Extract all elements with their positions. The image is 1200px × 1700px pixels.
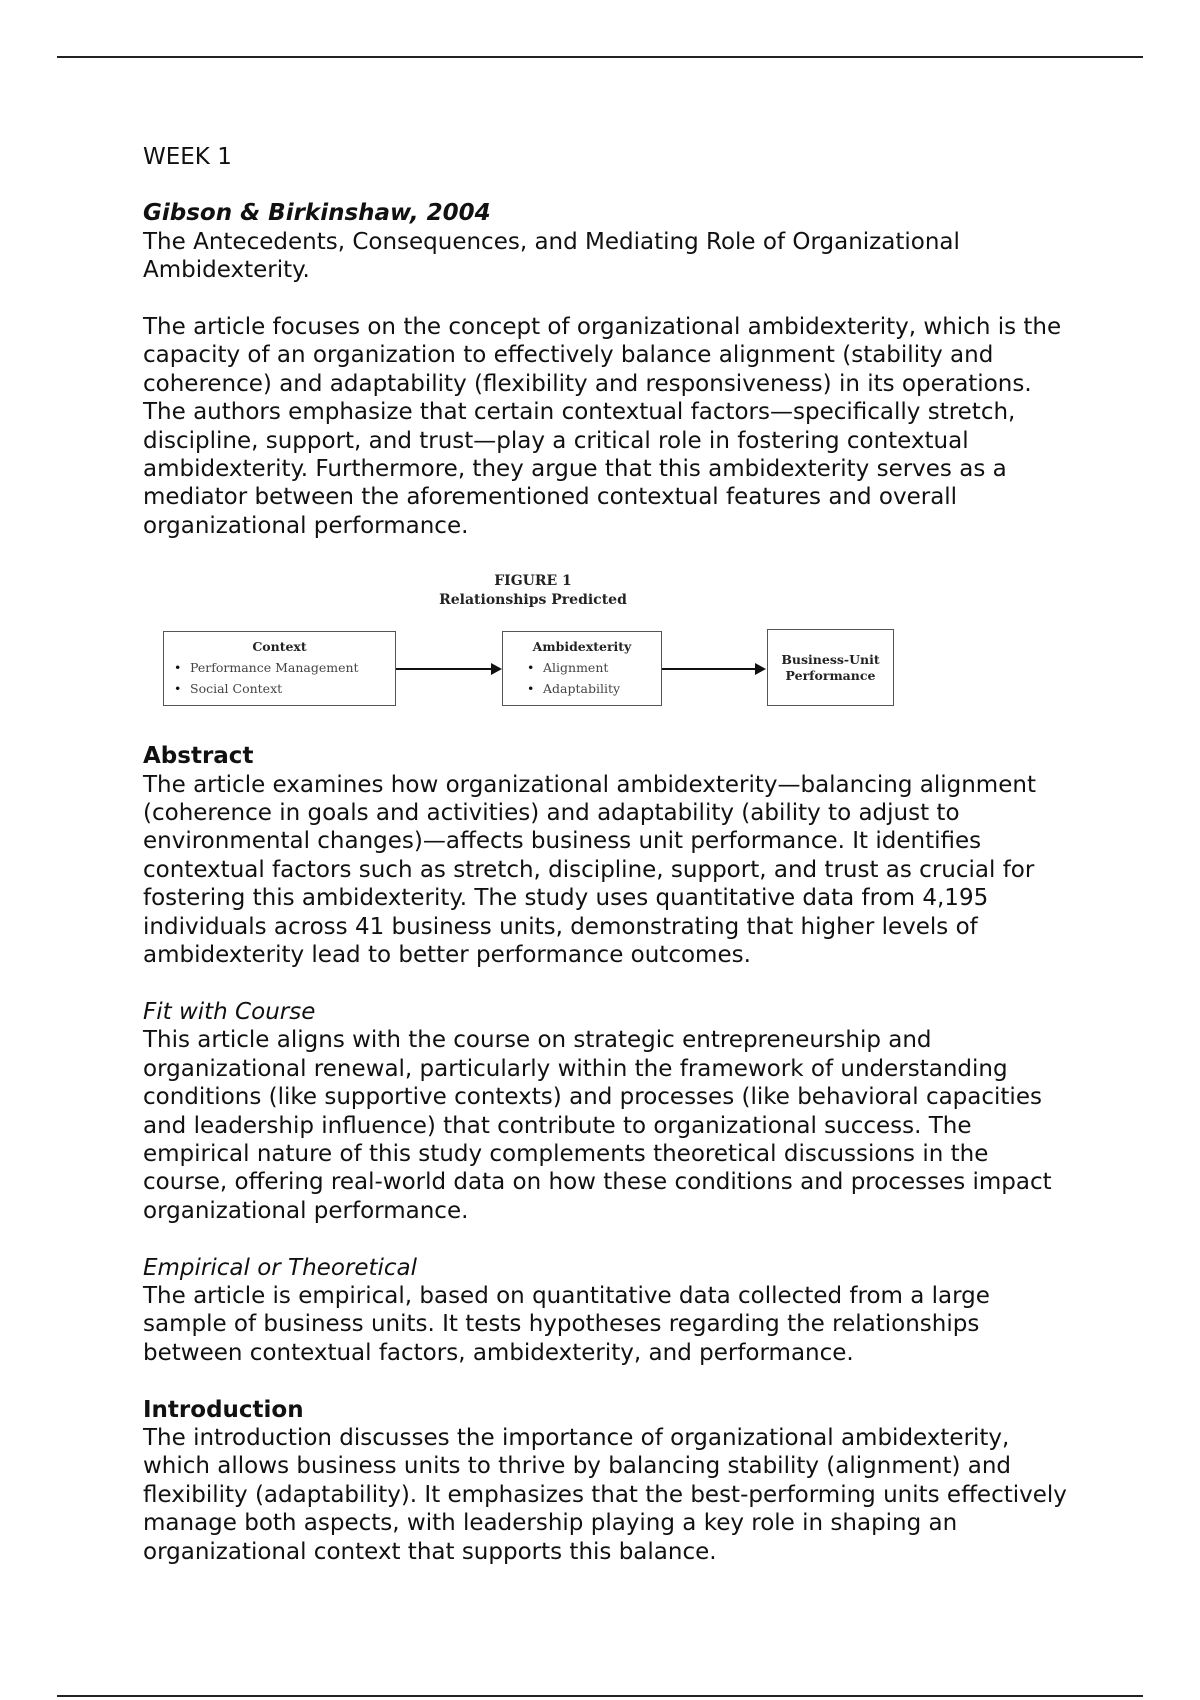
performance-box: Business-Unit Performance — [767, 629, 894, 706]
fit-text: This article aligns with the course on strategic entrepreneurship and organizational renewal, particularly within the framework of understanding conditions (like supportive contexts) and processes (like behavioral capacities and leadership influence) that contribute to organizational success. The empirical nature of this study complements theoretical discussions in the course, offering real-world data on how these conditions and processes impact organizational performance. — [143, 1027, 1052, 1224]
summary-paragraph: The article focuses on the concept of organizational ambidexterity, which is the capacity of an organization to effectively balance alignment (stability and coherence) and adaptability (flexibility and responsiveness) in its operations. The authors emphasize that certain contextual factors—specifically stretch, discipline, support, and trust—play a critical role in fostering contextual ambidexterity. Furthermore, they argue that this ambidexterity serves as a mediator between the aforementioned contextual features and overall organizational performance. — [143, 314, 1062, 539]
introduction-heading: Introduction — [143, 1396, 304, 1423]
ambidexterity-item: • Alignment — [543, 657, 661, 678]
fit-heading: Fit with Course — [143, 998, 316, 1025]
article-title: The Antecedents, Consequences, and Mediating Role of Organizational Ambidexterity. — [143, 228, 960, 284]
arrow-context-to-ambidexterity — [396, 668, 500, 670]
arrow-ambidexterity-to-performance — [662, 668, 764, 670]
document-body — [143, 143, 1073, 1566]
ambidexterity-box-title: Ambidexterity — [532, 639, 632, 655]
context-box-title: Context — [252, 639, 307, 655]
context-box — [163, 631, 396, 706]
week-label: WEEK 1 — [143, 144, 232, 170]
introduction-text: The introduction discusses the importance of organizational ambidexterity, which allows business units to thrive by balancing stability (alignment) and flexibility (adaptability). It emphasizes that the best-performing units effectively manage both aspects, with leadership playing a key role in shaping an organizational context that supports this balance. — [143, 1424, 1067, 1565]
bottom-rule — [57, 1695, 1143, 1697]
figure-label: FIGURE 1 — [494, 573, 572, 590]
empirical-heading: Empirical or Theoretical — [143, 1254, 418, 1281]
figure-1 — [143, 568, 933, 726]
ambidexterity-box — [502, 631, 662, 706]
figure-caption — [143, 572, 923, 610]
context-item: • Performance Management — [190, 657, 395, 678]
ambidexterity-item: • Adaptability — [543, 678, 661, 699]
abstract-text: The article examines how organizational ambidexterity—balancing alignment (coherence in goals and activities) and adaptability (ability to adjust to environmental changes)—affects business unit performance. It identifies contextual factors such as stretch, discipline, support, and trust as crucial for fostering this ambidexterity. The study uses quantitative data from 4,195 individuals across 41 business units, demonstrating that higher levels of ambidexterity lead to better performance outcomes. — [143, 771, 1036, 969]
empirical-text: The article is empirical, based on quantitative data collected from a large sample of business units. It tests hypotheses regarding the relationships between contextual factors, ambidexterity, and performance. — [143, 1282, 990, 1366]
context-item: • Social Context — [190, 678, 395, 699]
abstract-heading: Abstract — [143, 743, 254, 770]
top-rule — [57, 56, 1143, 58]
figure-title: Relationships Predicted — [439, 592, 627, 609]
citation: Gibson & Birkinshaw, 2004 — [143, 200, 491, 227]
